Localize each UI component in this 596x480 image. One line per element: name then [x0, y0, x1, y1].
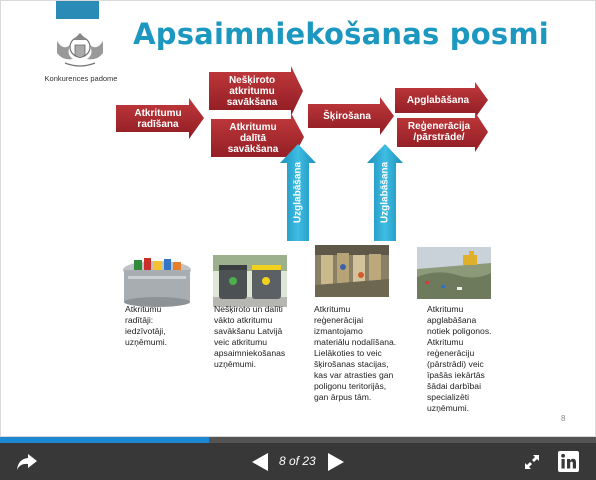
player-toolbar	[0, 443, 596, 480]
label-line: dalītā	[239, 133, 267, 144]
caption-disposal	[427, 304, 492, 414]
process-flow-diagram	[1, 1, 596, 271]
label-line: savākšana	[227, 144, 279, 155]
caption-line: materiālu nodalīšana.	[314, 337, 397, 347]
slide-title: Apsaimniekošanas posmi	[133, 17, 549, 51]
label-line: Reģenerācija	[407, 121, 471, 132]
label-line: savākšana	[226, 97, 278, 108]
label-line: Nešķiroto	[228, 75, 276, 86]
recycling-bins-photo	[120, 256, 194, 308]
label-storage-1: Uzglabāšana	[292, 161, 304, 224]
caption-line: reģenerācijai	[314, 315, 364, 325]
caption-line: vākto atkritumu	[214, 315, 273, 325]
label-line: Apglabāšana	[406, 95, 470, 106]
caption-sorting	[314, 304, 396, 403]
caption-generation	[125, 304, 167, 348]
label-storage-2: Uzglabāšana	[379, 161, 391, 224]
caption-line: (pārstrādi) veic	[427, 359, 484, 369]
label-line: Atkritumu	[229, 122, 277, 133]
caption-line: iedzīvotāji,	[125, 326, 166, 336]
previous-icon[interactable]	[250, 452, 270, 472]
caption-line: šādai darbībai	[427, 381, 481, 391]
caption-line: notiek poligonos.	[427, 326, 492, 336]
label-line: /pārstrāde/	[413, 132, 465, 143]
label-disposal	[395, 95, 481, 106]
caption-line: Atkritumu	[427, 304, 464, 314]
caption-line: savākšanu Latvijā	[214, 326, 283, 336]
share-icon[interactable]	[16, 452, 38, 472]
caption-collection	[214, 304, 285, 370]
label-separate-collection	[211, 122, 295, 155]
caption-line: Atkritumu	[427, 337, 464, 347]
caption-line: Lielākoties to veic	[314, 348, 382, 358]
linkedin-icon[interactable]	[558, 451, 579, 472]
caption-line: Atkritumu	[125, 304, 162, 314]
caption-line: uzņēmumi.	[427, 403, 470, 413]
sorting-containers-photo	[213, 255, 287, 307]
caption-line: apglabāšana	[427, 315, 477, 325]
label-unsorted-collection	[209, 75, 295, 108]
fullscreen-icon[interactable]	[524, 454, 540, 470]
caption-line: poligonu teritorijās,	[314, 381, 387, 391]
caption-line: veic atkritumu	[214, 337, 268, 347]
label-line: Atkritumu	[134, 108, 182, 119]
caption-line: uzņēmumi.	[125, 337, 168, 347]
label-line: radīšana	[137, 119, 179, 130]
caption-line: uzņēmumi.	[214, 359, 257, 369]
caption-line: Nešķiroto un dalīti	[214, 304, 283, 314]
caption-line: gan ārpus tām.	[314, 392, 372, 402]
slide-counter: 8 of 23	[279, 454, 316, 468]
logo-caption: Konkurences padome	[44, 74, 118, 83]
caption-line: kas var atrasties gan	[314, 370, 394, 380]
label-recovery	[397, 121, 481, 143]
caption-line: īpašās iekārtās	[427, 370, 485, 380]
caption-line: šķirošanas stacijas,	[314, 359, 389, 369]
caption-line: izmantojamo	[314, 326, 363, 336]
label-generation	[119, 108, 197, 130]
label-sorting	[308, 111, 386, 122]
caption-line: radītāji:	[125, 315, 154, 325]
caption-line: apsaimniekošanas	[214, 348, 286, 358]
sorting-station-photo	[315, 245, 389, 297]
label-line: atkritumu	[229, 86, 275, 97]
slide-page-number: 8	[561, 414, 566, 423]
next-icon[interactable]	[326, 452, 346, 472]
caption-line: specializēti	[427, 392, 470, 402]
caption-line: reģenerāciju	[427, 348, 475, 358]
caption-line: Atkritumu	[314, 304, 351, 314]
label-line: Šķirošana	[323, 111, 371, 122]
landfill-photo	[417, 247, 491, 299]
